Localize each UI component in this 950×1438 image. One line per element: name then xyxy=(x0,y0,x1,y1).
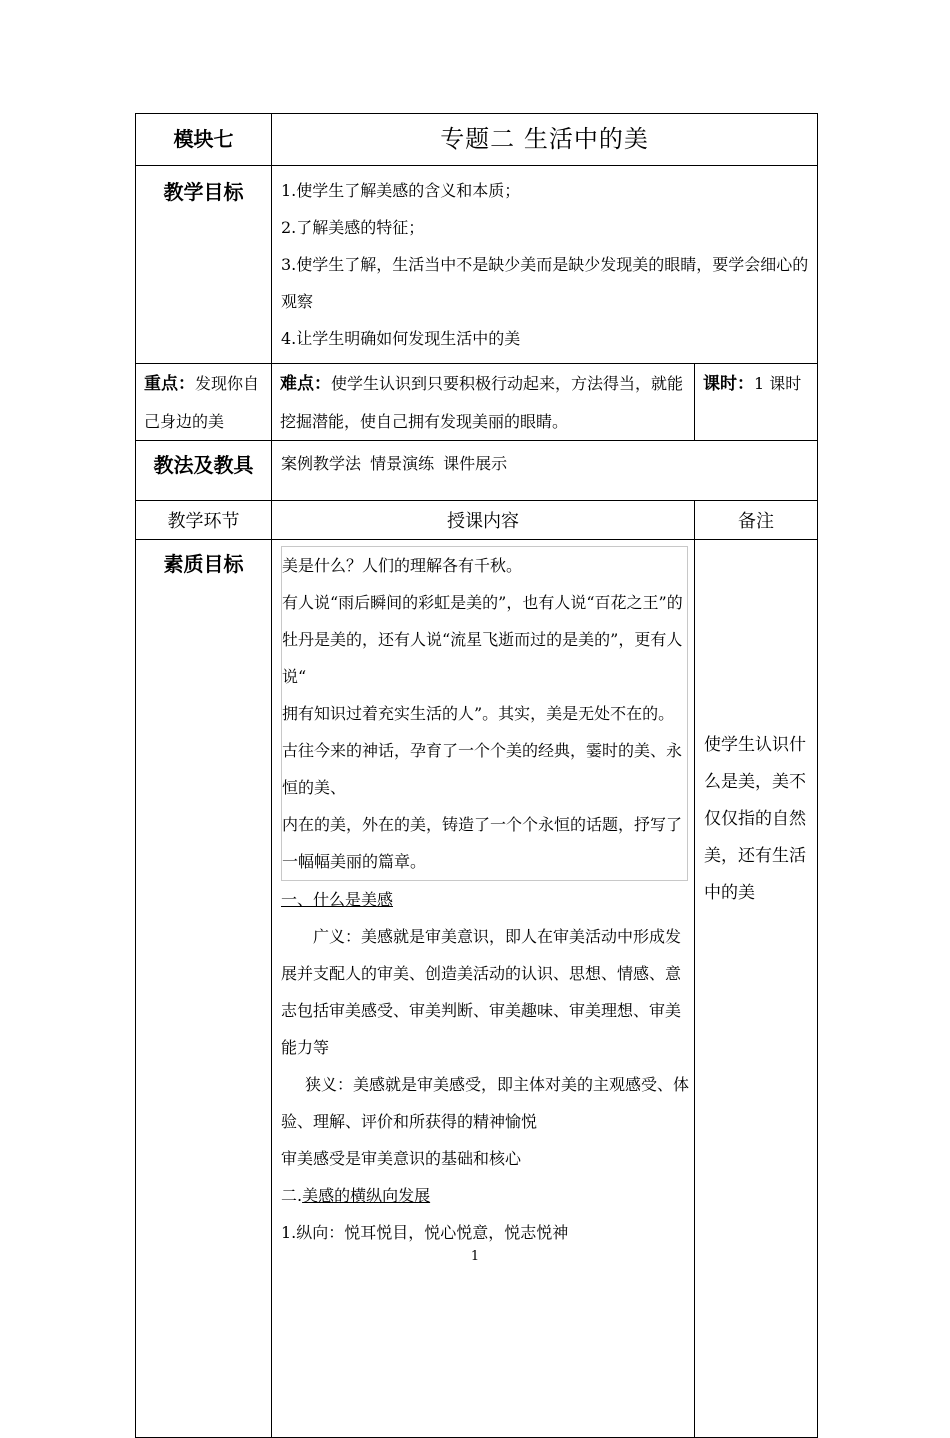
intro-paragraph: 美是什么？人们的理解各有千秋。 xyxy=(282,556,523,575)
stage-label: 素质目标 xyxy=(163,552,244,576)
intro-paragraph: 拥有知识过着充实生活的人”。其实，美是无处不在的。古往今来的神话，孕育了一个个美的经典，霎时的美、永恒的美、 xyxy=(282,704,683,797)
lesson-plan-table xyxy=(135,113,818,1438)
section-2-heading xyxy=(281,1177,690,1214)
column-header-row xyxy=(136,501,818,540)
core-statement: 审美感受是审美意识的基础和核心 xyxy=(281,1149,522,1168)
key-point-text: 发现你自己身边的美 xyxy=(144,374,260,431)
goals-label: 教学目标 xyxy=(163,180,244,204)
goal-item: 2.了解美感的特征； xyxy=(281,218,425,237)
method-text: 案例教学法 情景演练 课件展示 xyxy=(272,441,818,501)
page-number: 1 xyxy=(470,1249,480,1264)
broad-definition: 广义：美感就是审美意识，即人在审美活动中形成发展并支配人的审美、创造美活动的认识、思想、情感、意志包括审美感受、审美判断、审美趣味、审美理想、审美能力等 xyxy=(281,927,682,1057)
class-hours-cell xyxy=(695,364,818,441)
method-label: 教法及教具 xyxy=(153,453,254,477)
method-row xyxy=(136,441,818,501)
remark-column-header: 备注 xyxy=(695,501,818,540)
remark-text: 使学生认识什么是美，美不仅仅指的自然美，还有生活中的美 xyxy=(695,540,818,1438)
goal-item: 1.使学生了解美感的含义和本质； xyxy=(281,181,521,200)
key-point-cell xyxy=(136,364,272,441)
section-2-title: 美感的横纵向发展 xyxy=(302,1186,431,1205)
difficulty-label: 难点： xyxy=(280,374,331,394)
difficulty-text: 使学生认识到只要积极行动起来，方法得当，就能挖掘潜能，使自己拥有发现美丽的眼睛。 xyxy=(280,374,684,431)
intro-box xyxy=(281,546,688,881)
key-points-row xyxy=(136,364,818,441)
key-point-label: 重点： xyxy=(144,374,195,394)
module-label: 模块七 xyxy=(173,127,234,151)
title-row xyxy=(136,114,818,166)
stage-column-header: 教学环节 xyxy=(136,501,272,540)
content-column-header: 授课内容 xyxy=(272,501,695,540)
intro-paragraph: 内在的美，外在的美，铸造了一个个永恒的话题，抒写了一幅幅美丽的篇章。 xyxy=(282,815,683,871)
vertical-development: 1.纵向：悦耳悦目，悦心悦意，悦志悦神 xyxy=(281,1223,569,1242)
intro-paragraph: 有人说“雨后瞬间的彩虹是美的”，也有人说“百花之王”的牡丹是美的，还有人说“流星飞逝而过的是美的”，更有人说“ xyxy=(282,593,683,686)
goal-item: 4.让学生明确如何发现生活中的美 xyxy=(281,329,521,348)
section-2-number: 二. xyxy=(281,1186,303,1205)
goals-row xyxy=(136,166,818,364)
class-hours-label: 课时： xyxy=(703,374,754,394)
goals-list xyxy=(272,166,818,364)
goal-item: 3.使学生了解，生活当中不是缺少美而是缺少发现美的眼睛，要学会细心的观察 xyxy=(281,255,809,311)
difficulty-cell xyxy=(272,364,695,441)
topic-title: 专题二 生活中的美 xyxy=(440,125,649,153)
narrow-definition: 狭义：美感就是审美感受，即主体对美的主观感受、体验、理解、评价和所获得的精神愉悦 xyxy=(281,1075,690,1131)
body-row xyxy=(136,540,818,1438)
class-hours-text: 1 课时 xyxy=(754,374,802,393)
section-1-heading: 一、什么是美感 xyxy=(281,890,394,909)
lesson-content xyxy=(272,540,695,1438)
